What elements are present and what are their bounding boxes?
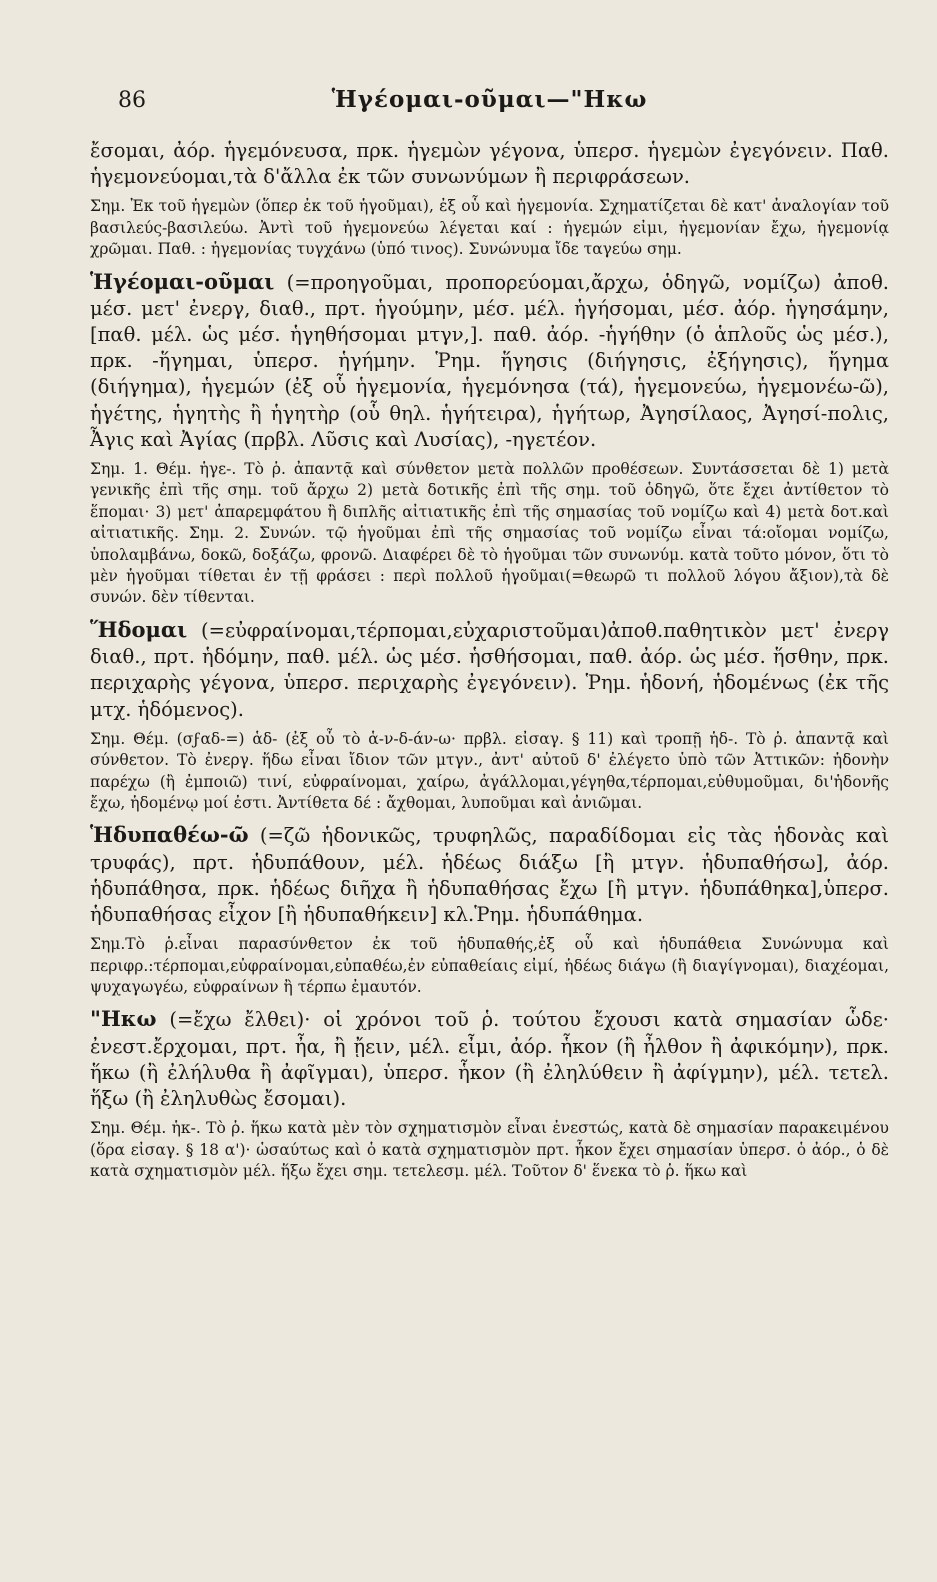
entry-note: Σημ. Θέμ. (σϝαδ-=) ἁδ- (ἐξ οὗ τὸ ἁ-ν-δ-άν-ω· πρβλ. εἰσαγ. § 11) καὶ τροπῇ ἡδ-. Τὸ ῥ. ἀπαντᾷ καὶ σύνθετον. Τὸ ἐνεργ. ἥδω εἶναι ἴδιον τῶν μτγν., ἀντ' αὐτοῦ δ' ἐλέγετο ὑπὸ τῶν Ἀττικῶν: ἡδονὴν παρέχω (ἢ ἐμποιῶ) τινί, εὐφραίνομαι, χαίρω, ἀγάλλομαι,γέγηθα,τέρπομαι,εὐθυμοῦμαι, δι'ἡδονῆς ἔχω, ἡδομένῳ μοί ἐστι. Ἀντίθετα δέ : ἄχθομαι, λυποῦμαι καὶ ἀνιῶμαι. <box>90 729 889 812</box>
entry-text: ἔσομαι, ἀόρ. ἡγεμόνευσα, πρκ. ἡγεμὼν γέγονα, ὑπερσ. ἡγεμὼν ἐγεγόνειν. Παθ. ἡγεμονεύομαι,τὰ δ'ἄλλα ἐκ τῶν συνωνύμων ἢ περιφράσεων. <box>90 139 889 189</box>
entry-headword: "Ηκω <box>90 1006 157 1032</box>
page-body <box>90 138 889 1182</box>
entry-headword: Ἥδομαι <box>90 616 188 642</box>
entry-text: (=προηγοῦμαι, προπορεύομαι,ἄρχω, ὁδηγῶ, νομίζω) ἀποθ. μέσ. μετ' ἐνεργ, διαθ., πρτ. ἡγούμην, μέσ. μέλ. ἡγήσομαι, μέσ. ἀόρ. ἡγησάμην, [παθ. μέλ. ὡς μέσ. ἡγηθήσομαι μτγν,]. παθ. ἀόρ. -ἡγήθην (ὁ ἁπλοῦς ὡς μέσ.), πρκ. -ἥγημαι, ὑπερσ. ἡγήμην. Ῥημ. ἥγησις (διήγησις, ἐξήγησις), ἥγημα (διήγημα), ἡγεμών (ἐξ οὗ ἡγεμονία, ἡγεμόνησα (τά), ἡγεμονεύω, ἡγεμονέω-ῶ), ἡγέτης, ἡγητὴς ἢ ἡγητὴρ (οὗ θηλ. ἡγήτειρα), ἡγήτωρ, Ἀγησίλαος, Ἀγησί-πολις, Ἆγις καὶ Ἀγίας (πρβλ. Λῦσις καὶ Λυσίας), -ηγετέον. <box>90 270 890 451</box>
entry-text: (=ἔχω ἔλθει)· οἱ χρόνοι τοῦ ῥ. τούτου ἔχουσι κατὰ σημασίαν ὧδε· ἐνεστ.ἔρχομαι, πρτ. ἦα, ἢ ᾔειν, μέλ. εἶμι, ἀόρ. ἧκον (ἢ ἦλθον ἢ ἀφικόμην), πρκ. ἥκω (ἢ ἐλήλυθα ἢ ἀφῖγμαι), ὑπερσ. ἧκον (ἢ ἐληλύθειν ἢ ἀφίγμην), μέλ. τετελ. ἥξω (ἢ ἐληλυθὼς ἔσομαι). <box>90 1008 889 1110</box>
entry-note: Σημ.Τὸ ῥ.εἶναι παρασύνθετον ἐκ τοῦ ἡδυπαθής,ἐξ οὗ καὶ ἡδυπάθεια Συνώνυμα καὶ περιφρ.:τέρπομαι,εὐφραίνομαι,εὐπαθέω,ἐν εὐπαθείαις εἰμί, ἡδέως διάγω (ἢ διαγίγνομαι), διαχέομαι, ψυχαγωγέω, εὐφραίνων ἢ τέρπω ἐμαυτόν. <box>90 935 889 996</box>
entry-note: Σημ. 1. Θέμ. ἡγε-. Τὸ ῥ. ἀπαντᾷ καὶ σύνθετον μετὰ πολλῶν προθέσεων. Συντάσσεται δὲ 1) μετὰ γενικῆς ἐπὶ τῆς σημ. τοῦ ἄρχω 2) μετὰ δοτικῆς ἐπὶ τῆς σημ. τοῦ ὁδηγῶ, ὅτε ἔχει ἀντίθετον τὸ ἕπομαι· 3) μετ' ἀπαρεμφάτου ἢ διπλῆς αἰτιατικῆς ἐπὶ τῆς σημασίας τοῦ νομίζω καὶ 4) μετὰ δοτ.καὶ αἰτιατικῆς. Σημ. 2. Συνών. τῷ ἡγοῦμαι ἐπὶ τῆς σημασίας τοῦ νομίζω εἶναι τά:οἴομαι νομίζω, ὑπολαμβάνω, δοκῶ, δοξάζω, φρονῶ. Διαφέρει δὲ τὸ ἡγοῦμαι τῶν συνωνύμ. κατὰ τοῦτο μόνον, ὅτι τὸ μὲν ἡγοῦμαι τίθεται ἐν τῇ φράσει : περὶ πολλοῦ ἡγοῦμαι(=θεωρῶ τι πολλοῦ λόγου ἄξιον),τὰ δὲ συνών. δὲν τίθενται. <box>90 460 889 607</box>
dictionary-entry <box>90 617 889 723</box>
document-page <box>0 82 937 1582</box>
running-head: Ἡγέομαι-οῦμαι—"Ηκω <box>331 86 648 113</box>
entry-headword: Ἡγέομαι-οῦμαι <box>90 268 275 294</box>
entry-note: Σημ. Θέμ. ἡκ-. Τὸ ῥ. ἥκω κατὰ μὲν τὸν σχηματισμὸν εἶναι ἐνεστώς, κατὰ δὲ σημασίαν παρακειμένου (ὅρα εἰσαγ. § 18 α')· ὡσαύτως καὶ ὁ κατὰ σχηματισμὸν πρτ. ἧκον ἔχει σημασίαν ὑπερσ. ὁ ἀόρ., ὁ δὲ κατὰ σχηματισμὸν μέλ. ἥξω ἔχει σημ. τετελεσμ. μέλ. Τοῦτον δ' ἕνεκα τὸ ῥ. ἥκω καὶ <box>90 1119 889 1180</box>
dictionary-entry <box>90 1006 889 1112</box>
dictionary-entry <box>90 822 889 928</box>
entry-text: (=εὐφραίνομαι,τέρπομαι,εὐχαριστοῦμαι)ἀποθ.παθητικὸν μετ' ἐνεργ διαθ., πρτ. ἡδόμην, παθ. μέλ. ὡς μέσ. ἡσθήσομαι, παθ. ἀόρ. ὡς μέσ. ἥσθην, πρκ. περιχαρὴς γέγονα, ὑπερσ. περιχαρὴς ἐγεγόνειν). Ῥημ. ἡδονή, ἡδομένως (ἐκ τῆς μτχ. ἡδόμενος). <box>90 618 889 721</box>
entry-text: (=ζῶ ἡδονικῶς, τρυφηλῶς, παραδίδομαι εἰς τὰς ἡδονὰς καὶ τρυφάς), πρτ. ἡδυπάθουν, μέλ. ἡδέως διάξω [ἢ μτγν. ἡδυπαθήσω], ἀόρ. ἡδυπάθησα, πρκ. ἡδέως διῆχα ἢ ἡδυπαθήσας ἔχω [ἢ μτγν. ἡδυπάθηκα],ὑπερσ. ἡδυπαθήσας εἶχον [ἢ ἡδυπαθήκειν] κλ.Ῥημ. ἡδυπάθημα. <box>90 824 890 926</box>
page-number: 86 <box>118 88 146 113</box>
page-header <box>90 82 889 138</box>
dictionary-entry <box>90 138 889 190</box>
entry-note: Σημ. Ἐκ τοῦ ἡγεμὼν (ὅπερ ἐκ τοῦ ἡγοῦμαι), ἐξ οὗ καὶ ἡγεμονία. Σχηματίζεται δὲ κατ' ἀναλογίαν τοῦ βασιλεύς-βασιλεύω. Ἀντὶ τοῦ ἡγεμονεύω λέγεται καί : ἡγεμών εἰμι, ἡγεμονίαν ἔχω, ἡγεμονίᾳ χρῶμαι. Παθ. : ἡγεμονίας τυγχάνω (ὑπό τινος). Συνώνυμα ἴδε ταγεύω σημ. <box>90 197 889 259</box>
dictionary-entry <box>90 269 889 453</box>
entry-headword: Ἡδυπαθέω-ῶ <box>90 822 249 848</box>
